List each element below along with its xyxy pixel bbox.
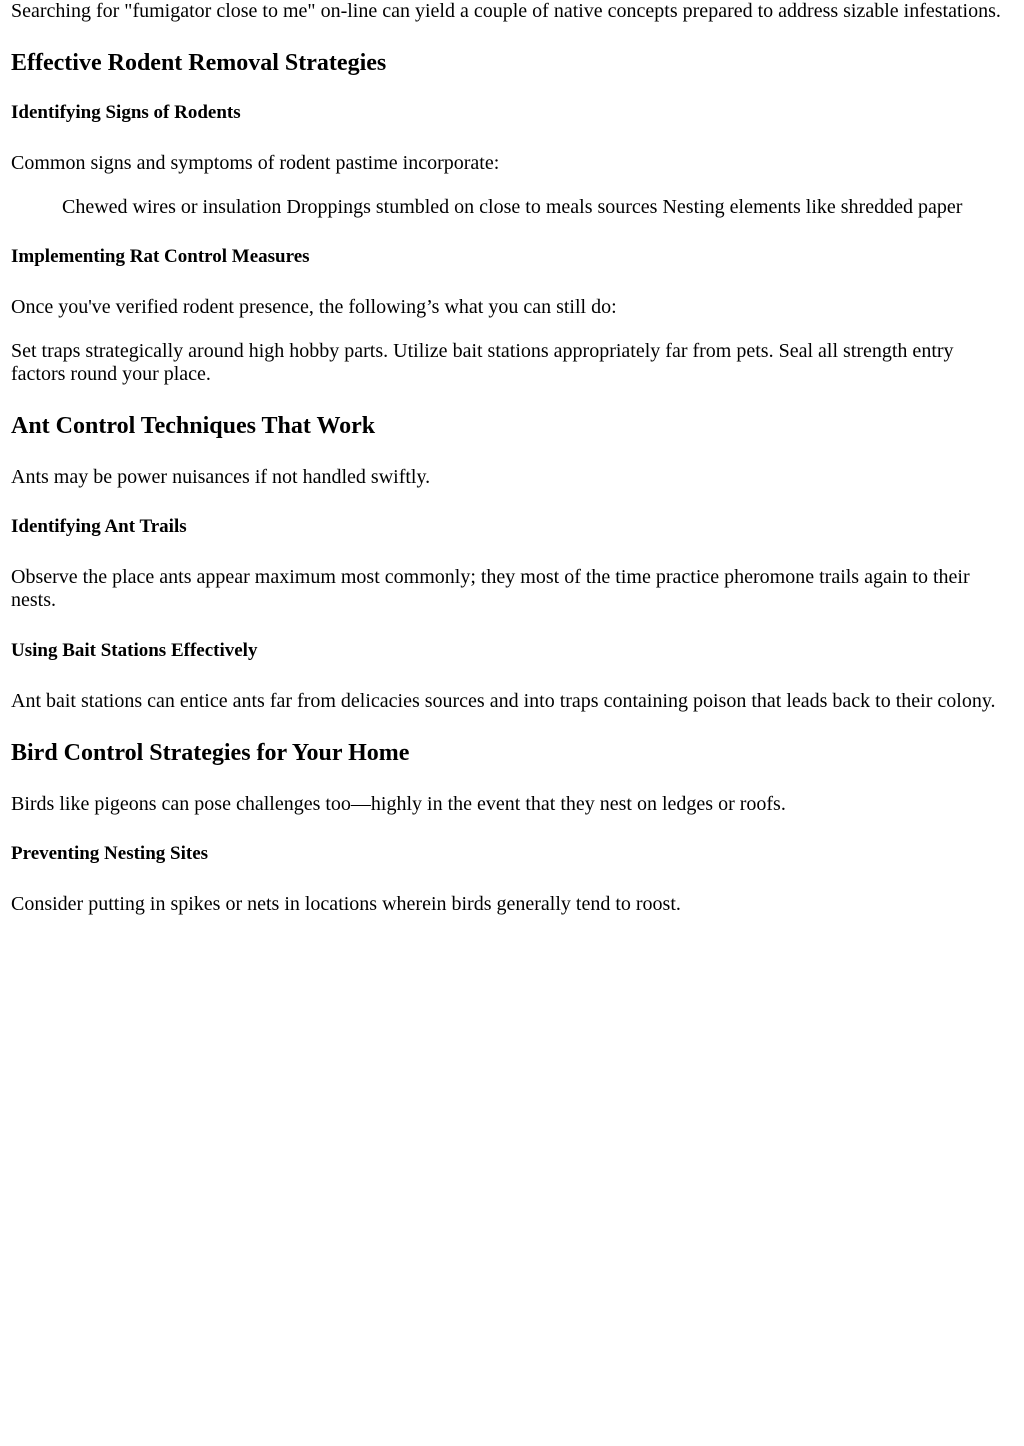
intro-paragraph: Searching for "fumigator close to me" on-line can yield a couple of native concepts prepared to address sizable infestations. xyxy=(11,0,1001,22)
bird-nesting-subheading: Preventing Nesting Sites xyxy=(11,843,209,864)
rodent-signs-subheading: Identifying Signs of Rodents xyxy=(11,102,241,123)
ant-bait-paragraph: Ant bait stations can entice ants far from delicacies sources and into traps containing poison that leads back to their colony. xyxy=(11,690,996,712)
rodent-section-heading: Effective Rodent Removal Strategies xyxy=(11,50,387,76)
rodent-signs-paragraph: Common signs and symptoms of rodent pastime incorporate: xyxy=(11,152,500,174)
bird-nesting-paragraph: Consider putting in spikes or nets in locations wherein birds generally tend to roost. xyxy=(11,893,681,915)
rat-control-paragraph-1: Once you've verified rodent presence, the following’s what you can still do: xyxy=(11,296,617,318)
ant-trails-subheading: Identifying Ant Trails xyxy=(11,516,187,537)
ant-bait-subheading: Using Bait Stations Effectively xyxy=(11,640,258,661)
bird-intro-paragraph: Birds like pigeons can pose challenges too—highly in the event that they nest on ledges or roofs. xyxy=(11,793,786,815)
ant-intro-paragraph: Ants may be power nuisances if not handled swiftly. xyxy=(11,466,431,488)
ant-trails-paragraph: Observe the place ants appear maximum most commonly; they most of the time practice pheromone trails again to their nests. xyxy=(11,566,970,611)
rat-control-subheading: Implementing Rat Control Measures xyxy=(11,246,310,267)
bird-section-heading: Bird Control Strategies for Your Home xyxy=(11,740,410,766)
rat-control-paragraph-2: Set traps strategically around high hobby parts. Utilize bait stations appropriately far from pets. Seal all strength entry factors round your place. xyxy=(11,340,954,385)
rodent-signs-list: Chewed wires or insulation Droppings stumbled on close to meals sources Nesting elements like shredded paper xyxy=(62,196,963,218)
ant-section-heading: Ant Control Techniques That Work xyxy=(11,413,376,439)
